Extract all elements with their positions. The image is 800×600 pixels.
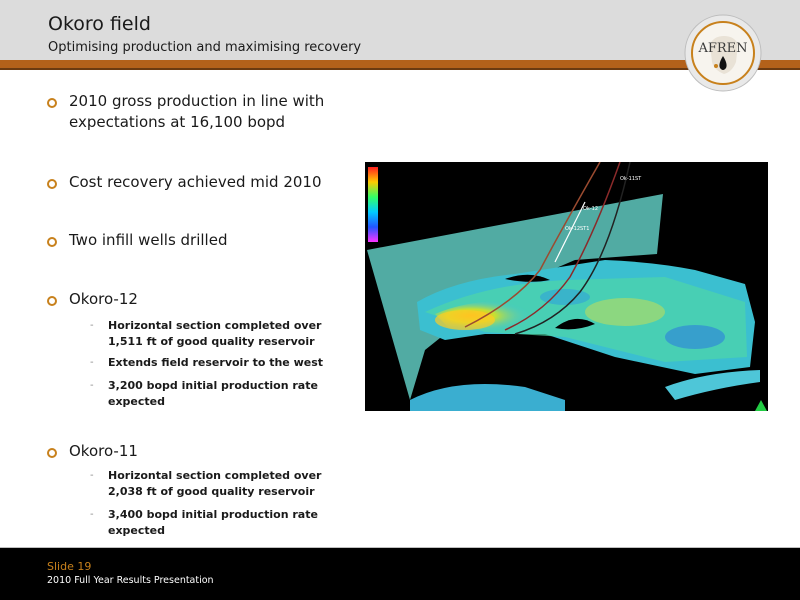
header-rule-dark bbox=[0, 68, 800, 70]
slide-subtitle: Optimising production and maximising recovery bbox=[48, 40, 362, 55]
footer-bar bbox=[0, 548, 800, 600]
bullet-marker bbox=[47, 179, 57, 189]
bullet-marker bbox=[47, 237, 57, 247]
bullet-marker bbox=[47, 296, 57, 306]
afren-logo bbox=[684, 14, 762, 92]
sub-bullet-text: Horizontal section completed over 2,038 ft of good quality reservoir bbox=[108, 469, 322, 498]
svg-text:AFREN: AFREN bbox=[698, 41, 748, 56]
presentation-name: 2010 Full Year Results Presentation bbox=[47, 575, 214, 586]
sub-bullet-text: 3,200 bopd initial production rate expected bbox=[108, 379, 318, 408]
bullet-text: Okoro-11 bbox=[69, 442, 138, 460]
sub-bullet-text: 3,400 bopd initial production rate expected bbox=[108, 508, 318, 537]
well-label: Ok-12ST1 bbox=[565, 226, 590, 232]
bullet-text: 2010 gross production in line with expectations at 16,100 bopd bbox=[69, 92, 325, 131]
slide-number: Slide 19 bbox=[47, 560, 92, 573]
bullet-text: Okoro-12 bbox=[69, 290, 138, 308]
sub-bullet-text: Horizontal section completed over 1,511 ft of good quality reservoir bbox=[108, 319, 322, 348]
slide-title: Okoro field bbox=[48, 13, 151, 35]
well-label: Ok-12 bbox=[583, 206, 598, 212]
reservoir-3d-image bbox=[365, 162, 768, 411]
bullet-text: Two infill wells drilled bbox=[69, 231, 228, 249]
sub-bullet-text: Extends field reservoir to the west bbox=[108, 356, 324, 369]
bullet-marker bbox=[47, 448, 57, 458]
well-label: Ok-11ST bbox=[620, 176, 642, 182]
colour-scale-bar bbox=[368, 167, 378, 242]
header-rule bbox=[0, 60, 800, 68]
bullet-text: Cost recovery achieved mid 2010 bbox=[69, 173, 322, 191]
bullet-marker bbox=[47, 98, 57, 108]
